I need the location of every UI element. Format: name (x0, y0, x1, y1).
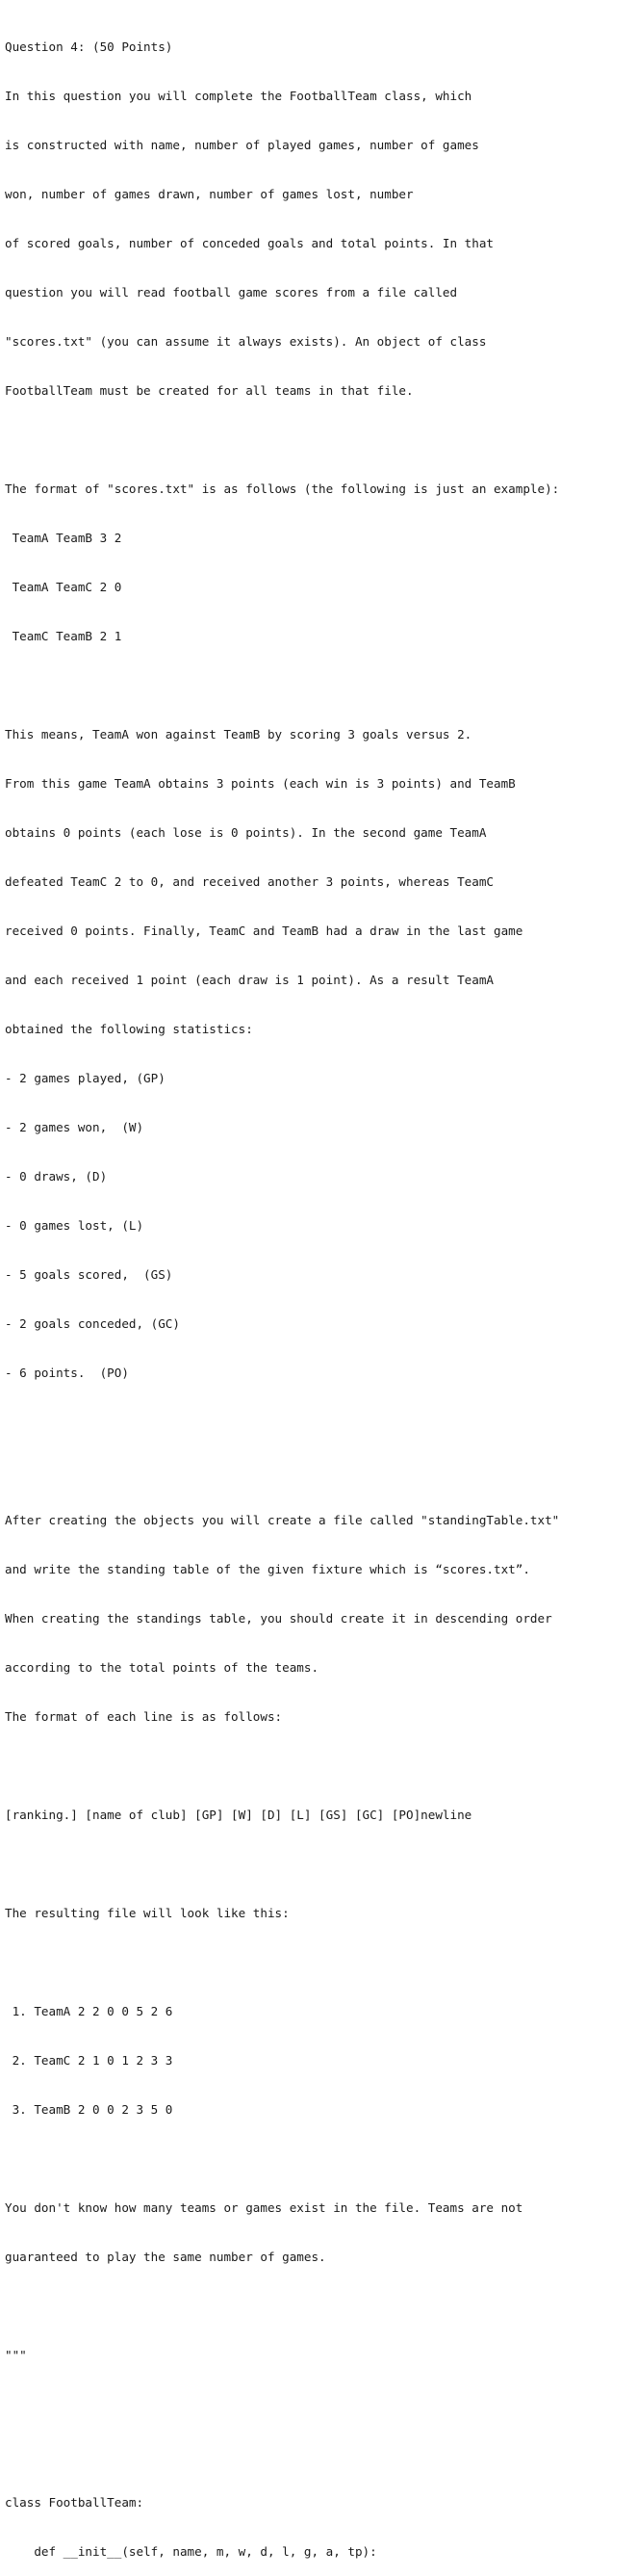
text-line: The format of "scores.txt" is as follows (the following is just an example): (5, 481, 560, 496)
document-text (5, 6, 632, 2576)
text-line: is constructed with name, number of played games, number of games (5, 138, 479, 152)
text-line: and each received 1 point (each draw is 1 point). As a result TeamA (5, 973, 494, 987)
blank-line (5, 2150, 632, 2167)
blank-line (5, 1463, 632, 1479)
blank-line (5, 431, 632, 448)
docstring-end: """ (5, 2348, 27, 2362)
text-line: The format of each line is as follows: (5, 1709, 283, 1724)
text-line: won, number of games drawn, number of games lost, number (5, 187, 414, 201)
code-line: TeamA TeamC 2 0 (5, 580, 122, 594)
list-item: - 2 goals conceded, (GC) (5, 1316, 180, 1331)
code-line: def __init__(self, name, m, w, d, l, g, a, tp): (5, 2544, 377, 2559)
blank-line (5, 1757, 632, 1774)
standing-row: 1. TeamA 2 2 0 0 5 2 6 (5, 2004, 173, 2018)
text-line: When creating the standings table, you should create it in descending order (5, 1611, 552, 1626)
text-line: FootballTeam must be created for all teams in that file. (5, 383, 414, 398)
blank-line (5, 2298, 632, 2314)
text-line: obtained the following statistics: (5, 1022, 253, 1036)
list-item: - 2 games played, (GP) (5, 1071, 166, 1085)
text-line: of scored goals, number of conceded goals and total points. In that (5, 236, 494, 250)
standing-row: 3. TeamB 2 0 0 2 3 5 0 (5, 2102, 173, 2117)
list-item: - 0 draws, (D) (5, 1169, 108, 1184)
list-item: - 6 points. (PO) (5, 1366, 129, 1380)
text-line: according to the total points of the teams. (5, 1660, 319, 1675)
code-line: class FootballTeam: (5, 2495, 144, 2510)
text-line: defeated TeamC 2 to 0, and received another 3 points, whereas TeamC (5, 874, 494, 889)
text-line: received 0 points. Finally, TeamC and TeamB had a draw in the last game (5, 924, 523, 938)
text-line: After creating the objects you will create a file called "standingTable.txt" (5, 1513, 560, 1527)
text-line: and write the standing table of the given fixture which is “scores.txt”. (5, 1562, 530, 1576)
blank-line (5, 1856, 632, 1872)
blank-line (5, 1414, 632, 1430)
list-item: - 0 games lost, (L) (5, 1218, 144, 1233)
list-item: - 2 games won, (W) (5, 1120, 144, 1134)
blank-line (5, 2396, 632, 2412)
format-line: [ranking.] [name of club] [GP] [W] [D] [L] [GS] [GC] [PO]newline (5, 1808, 472, 1822)
text-line: question you will read football game scores from a file called (5, 285, 458, 299)
blank-line (5, 2445, 632, 2461)
blank-line (5, 1954, 632, 1970)
text-line: obtains 0 points (each lose is 0 points). In the second game TeamA (5, 825, 487, 840)
text-line: You don't know how many teams or games exist in the file. Teams are not (5, 2200, 523, 2215)
text-line: guaranteed to play the same number of games. (5, 2250, 326, 2264)
list-item: - 5 goals scored, (GS) (5, 1267, 173, 1282)
text-line: The resulting file will look like this: (5, 1906, 290, 1920)
standing-row: 2. TeamC 2 1 0 1 2 3 3 (5, 2053, 173, 2068)
code-line: TeamC TeamB 2 1 (5, 629, 122, 643)
text-line: In this question you will complete the FootballTeam class, which (5, 89, 472, 103)
text-line: "scores.txt" (you can assume it always exists). An object of class (5, 334, 487, 349)
text-line: This means, TeamA won against TeamB by scoring 3 goals versus 2. (5, 727, 472, 742)
text-line: From this game TeamA obtains 3 points (each win is 3 points) and TeamB (5, 776, 516, 791)
code-line: TeamA TeamB 3 2 (5, 531, 122, 545)
blank-line (5, 677, 632, 693)
text-line: Question 4: (50 Points) (5, 39, 173, 54)
